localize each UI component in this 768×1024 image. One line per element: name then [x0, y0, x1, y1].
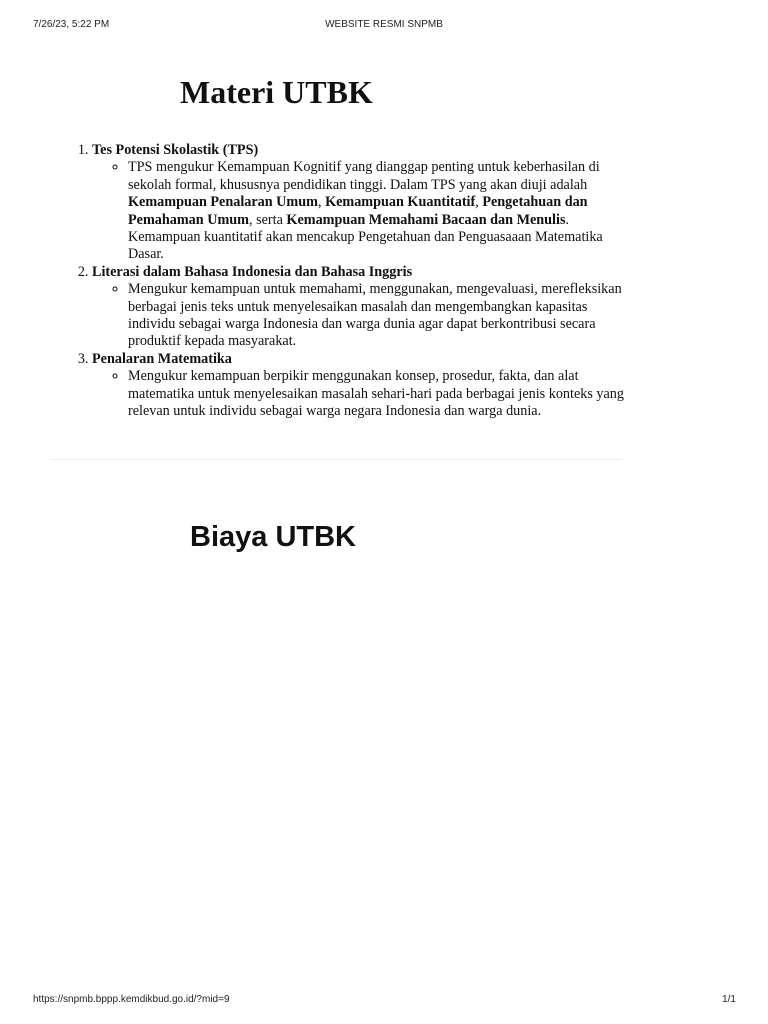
materi-content	[60, 142, 628, 421]
section-divider	[52, 459, 622, 460]
print-page-title: WEBSITE RESMI SNPMB	[325, 19, 443, 30]
print-page-number: 1/1	[722, 994, 736, 1005]
print-datetime: 7/26/23, 5:22 PM	[33, 19, 110, 30]
materi-item-description: ◦ Mengukur kemampuan berpikir menggunakan konsep, prosedur, fakta, dan alat matematika untuk menyelesaikan masalah sehari-hari pada berbagai jenis konteks yang relevan untuk individu sebagai warga negara Indonesia dan warga dunia.	[128, 368, 628, 420]
section-title-biaya: Biaya UTBK	[190, 521, 356, 553]
materi-item-description: ◦ TPS mengukur Kemampuan Kognitif yang dianggap penting untuk keberhasilan di sekolah formal, khususnya pendidikan tinggi. Dalam TPS yang akan diuji adalah Kemampuan Penalaran Umum, Kemampuan Kuantitatif, Pengetahuan dan Pemahaman Umum, serta Kemampuan Memahami Bacaan dan Menulis. Kemampuan kuantitatif akan mencakup Pengetahuan dan Penguasaaan Matematika Dasar.	[128, 159, 628, 263]
materi-item-penalaran	[92, 351, 628, 421]
print-url: https://snpmb.bppp.kemdikbud.go.id/?mid=9	[33, 994, 230, 1005]
materi-item-description: ◦ Mengukur kemampuan untuk memahami, menggunakan, mengevaluasi, merefleksikan berbagai jenis teks untuk menyelesaikan masalah dan mengembangkan kapasitas individu sebagai warga Indonesia dan warga dunia agar dapat berkontribusi secara produktif kepada masyarakat.	[128, 281, 628, 351]
materi-item-literasi	[92, 264, 628, 351]
materi-item-tps	[92, 142, 628, 264]
materi-item-heading: Tes Potensi Skolastik (TPS)	[92, 142, 259, 158]
section-title-materi: Materi UTBK	[180, 74, 373, 110]
materi-item-heading: Literasi dalam Bahasa Indonesia dan Bahasa Inggris	[92, 263, 413, 280]
materi-item-heading: Penalaran Matematika	[92, 350, 232, 367]
materi-list	[60, 142, 628, 421]
